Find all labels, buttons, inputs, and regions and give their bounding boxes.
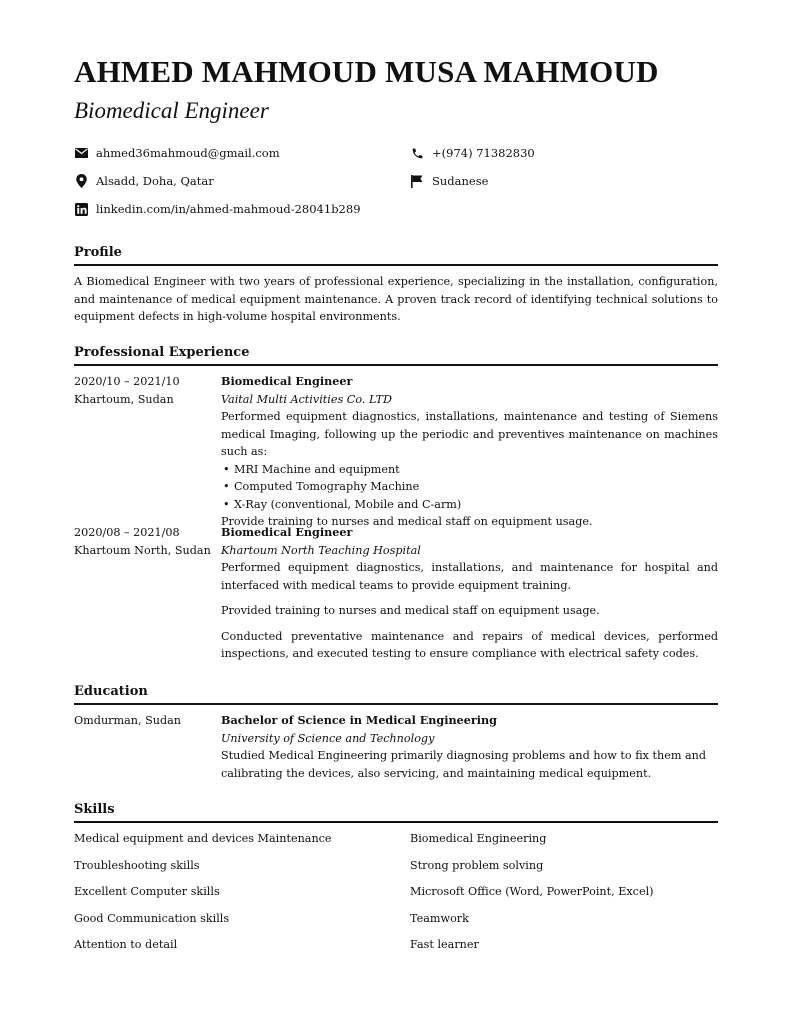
skill-item: Attention to detail	[74, 938, 178, 951]
experience-paragraph: Provided training to nurses and medical staff on equipment usage.	[221, 604, 600, 617]
contact-phone[interactable]	[410, 146, 535, 160]
contact-linkedin[interactable]	[74, 202, 361, 216]
experience-role: Biomedical Engineer	[221, 525, 353, 539]
phone-icon	[410, 146, 424, 160]
list-item: • MRI Machine and equipment	[221, 461, 718, 479]
experience-location: Khartoum, Sudan	[74, 392, 174, 406]
experience-entry-2-meta	[74, 524, 214, 559]
experience-bullet-list	[221, 461, 718, 514]
education-entry	[221, 712, 718, 782]
contact-email[interactable]	[74, 146, 280, 160]
contact-nationality	[410, 174, 488, 188]
experience-heading: Professional Experience	[74, 345, 718, 366]
experience-org: Khartoum North Teaching Hospital	[221, 543, 421, 557]
contact-location	[74, 174, 214, 188]
skill-item: Excellent Computer skills	[74, 885, 220, 898]
experience-entry-2	[221, 524, 718, 663]
skill-item: Teamwork	[410, 912, 469, 925]
experience-paragraph: Conducted preventative maintenance and repairs of medical devices, performed inspections, and executed testing to ensure compliance with electrical safety codes.	[221, 629, 718, 660]
profile-heading: Profile	[74, 245, 718, 266]
experience-dates: 2020/08 – 2021/08	[74, 526, 180, 539]
skill-item: Medical equipment and devices Maintenance	[74, 832, 332, 845]
linkedin-icon	[74, 202, 88, 216]
experience-entry-1-meta	[74, 373, 214, 408]
experience-paragraph: Performed equipment diagnostics, installations, and maintenance for hospital and interfaced with medical teams to provide equipment training.	[221, 561, 718, 592]
location-text: Alsadd, Doha, Qatar	[96, 174, 214, 188]
skills-heading: Skills	[74, 802, 718, 823]
email-text: ahmed36mahmoud@gmail.com	[96, 146, 280, 160]
education-location: Omdurman, Sudan	[74, 714, 181, 727]
skill-item: Good Communication skills	[74, 912, 230, 925]
experience-dates: 2020/10 – 2021/10	[74, 375, 180, 388]
skill-item: Fast learner	[410, 938, 479, 951]
flag-icon	[410, 174, 424, 188]
experience-outro: Provide training to nurses and medical staff on equipment usage.	[221, 515, 593, 528]
experience-intro: Performed equipment diagnostics, installations, maintenance and testing of Siemens medical Imaging, following up the periodic and preventives maintenance on machines such as:	[221, 410, 718, 458]
skill-item: Troubleshooting skills	[74, 859, 200, 872]
education-degree: Bachelor of Science in Medical Engineering	[221, 713, 497, 727]
linkedin-text: linkedin.com/in/ahmed-mahmoud-28041b289	[96, 202, 361, 216]
list-item: • X-Ray (conventional, Mobile and C-arm)	[221, 496, 718, 514]
map-pin-icon	[74, 174, 88, 188]
experience-location: Khartoum North, Sudan	[74, 543, 211, 557]
profile-summary: A Biomedical Engineer with two years of professional experience, specializing in the installation, configuration, and maintenance of medical equipment maintenance. A proven track record of identifying technical solutions to equipment defects in high-volume hospital environments.	[74, 275, 718, 323]
skill-item: Microsoft Office (Word, PowerPoint, Excel)	[410, 885, 654, 898]
candidate-name: AHMED MAHMOUD MUSA MAHMOUD	[74, 54, 659, 89]
experience-entry-1	[221, 373, 718, 531]
experience-org: Vaital Multi Activities Co. LTD	[221, 392, 392, 406]
skill-item: Strong problem solving	[410, 859, 544, 872]
envelope-icon	[74, 146, 88, 160]
phone-text: +(974) 71382830	[432, 146, 535, 160]
skill-item: Biomedical Engineering	[410, 832, 547, 845]
job-title: Biomedical Engineer	[74, 98, 269, 123]
education-school: University of Science and Technology	[221, 731, 435, 745]
experience-role: Biomedical Engineer	[221, 374, 353, 388]
education-heading: Education	[74, 684, 718, 705]
education-description: Studied Medical Engineering primarily diagnosing problems and how to fix them and calibrating the devices, also servicing, and maintaining medical equipment.	[221, 749, 707, 780]
list-item: • Computed Tomography Machine	[221, 478, 718, 496]
nationality-text: Sudanese	[432, 174, 489, 188]
